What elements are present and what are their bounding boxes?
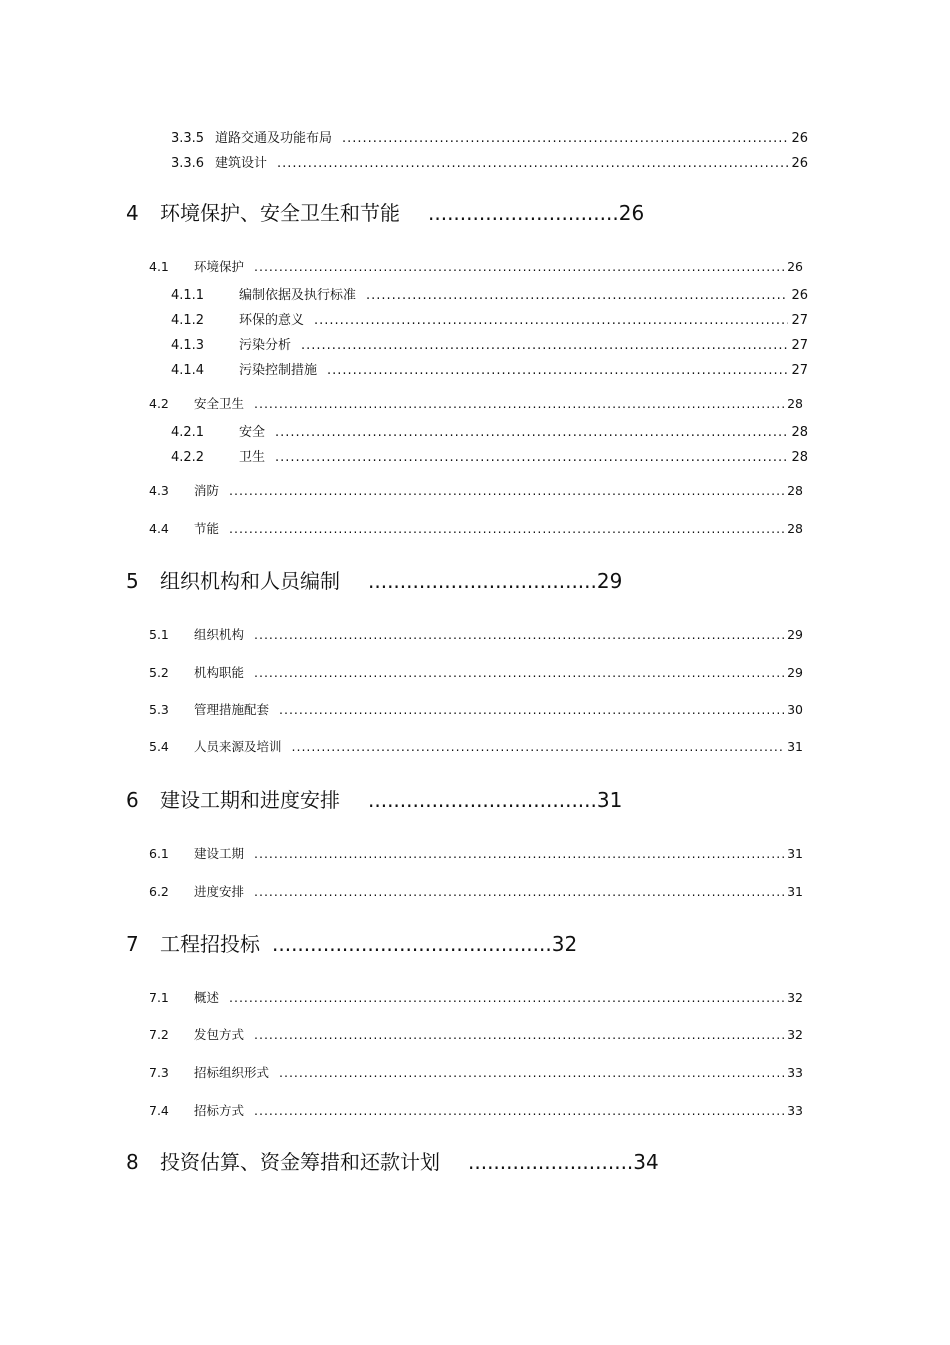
toc-page: 29 [787, 665, 803, 680]
toc-number: 6.1 [149, 846, 169, 861]
toc-number: 4.1.2 [171, 313, 205, 328]
toc-page: 31 [787, 739, 803, 754]
toc-title: 环境保护 [194, 259, 245, 274]
toc-entry[interactable] [171, 336, 808, 356]
toc-leader [275, 423, 788, 443]
toc-leader [254, 1101, 784, 1121]
toc-title: 编制依据及执行标准 [239, 288, 357, 303]
toc-number: 5.4 [149, 739, 169, 754]
toc-page: 28 [791, 425, 808, 440]
toc-number: 5.2 [149, 665, 169, 680]
toc-entry[interactable] [149, 700, 803, 720]
toc-title: 组织机构 [194, 627, 245, 642]
toc-title: 建设工期 [194, 846, 245, 861]
toc-page: 27 [791, 313, 808, 328]
toc-entry[interactable] [149, 988, 803, 1008]
toc-entry[interactable] [149, 1101, 803, 1121]
toc-leader [366, 286, 788, 306]
toc-title: 概述 [194, 990, 220, 1005]
toc-leader [301, 336, 788, 356]
toc-leader [292, 737, 785, 757]
toc-entry[interactable] [149, 1063, 803, 1083]
toc-page: 29 [596, 569, 623, 593]
toc-page: 31 [787, 846, 803, 861]
toc-number: 4.2 [149, 396, 169, 411]
toc-page: 27 [791, 363, 808, 378]
toc-number: 4.2.2 [171, 450, 205, 465]
toc-number: 7.4 [149, 1103, 169, 1118]
toc-title: 组织机构和人员编制 [160, 569, 340, 593]
toc-leader: .............................. [428, 201, 619, 225]
toc-page: 32 [787, 1027, 803, 1042]
toc-leader [254, 257, 784, 277]
toc-chapter[interactable] [126, 786, 622, 814]
toc-title: 道路交通及功能布局 [215, 131, 333, 146]
toc-title: 建筑设计 [215, 156, 268, 171]
toc-leader [275, 448, 788, 468]
toc-page: 34 [633, 1150, 659, 1174]
toc-title: 节能 [194, 521, 220, 536]
toc-page: 31 [787, 884, 803, 899]
toc-page: 32 [787, 990, 803, 1005]
toc-page: 26 [791, 288, 808, 303]
toc-page: 26 [618, 201, 645, 225]
toc-chapter[interactable] [126, 930, 577, 958]
toc-leader: .......................... [468, 1150, 634, 1174]
toc-number: 3.3.5 [171, 131, 205, 146]
toc-entry[interactable] [149, 1025, 803, 1045]
toc-number: 6 [126, 788, 139, 812]
toc-number: 8 [126, 1150, 139, 1174]
toc-entry[interactable] [149, 519, 803, 539]
toc-number: 7.1 [149, 990, 169, 1005]
toc-page: 26 [787, 259, 803, 274]
toc-number: 7.2 [149, 1027, 169, 1042]
toc-title: 招标方式 [194, 1103, 245, 1118]
toc-leader [229, 988, 784, 1008]
toc-number: 5.3 [149, 702, 169, 717]
toc-page: 30 [787, 702, 803, 717]
toc-title: 发包方式 [194, 1027, 245, 1042]
toc-page: 26 [791, 156, 808, 171]
toc-number: 5.1 [149, 627, 169, 642]
toc-leader [229, 481, 784, 501]
toc-title: 环保的意义 [239, 313, 305, 328]
toc-number: 6.2 [149, 884, 169, 899]
toc-leader [279, 1063, 784, 1083]
toc-title: 工程招投标 [160, 932, 260, 956]
toc-number: 4.1 [149, 259, 169, 274]
toc-chapter[interactable] [126, 1148, 659, 1176]
toc-entry[interactable] [149, 844, 803, 864]
toc-leader [254, 625, 784, 645]
toc-number: 4.1.1 [171, 288, 205, 303]
toc-page: 28 [791, 450, 808, 465]
toc-entry[interactable] [149, 625, 803, 645]
toc-page: 26 [791, 131, 808, 146]
toc-title: 招标组织形式 [194, 1065, 270, 1080]
toc-leader: .................................... [368, 788, 597, 812]
toc-entry[interactable] [149, 394, 803, 414]
toc-leader [327, 361, 788, 381]
toc-entry[interactable] [171, 129, 808, 149]
toc-title: 人员来源及培训 [194, 739, 282, 754]
toc-leader [229, 519, 784, 539]
toc-title: 消防 [194, 483, 220, 498]
toc-title: 环境保护、安全卫生和节能 [160, 201, 400, 225]
toc-title: 污染控制措施 [239, 363, 318, 378]
toc-leader [254, 663, 784, 683]
toc-entry[interactable] [171, 286, 808, 306]
toc-entry[interactable] [149, 663, 803, 683]
toc-title: 管理措施配套 [194, 702, 270, 717]
toc-page: 33 [787, 1065, 803, 1080]
toc-title: 进度安排 [194, 884, 245, 899]
toc-title: 污染分析 [239, 338, 292, 353]
toc-title: 安全卫生 [194, 396, 245, 411]
toc-page: 28 [787, 396, 803, 411]
toc-title: 机构职能 [194, 665, 245, 680]
toc-entry[interactable] [149, 882, 803, 902]
toc-number: 4.4 [149, 521, 169, 536]
toc-page: 28 [787, 521, 803, 536]
toc-chapter[interactable] [126, 567, 622, 595]
toc-leader [254, 394, 784, 414]
toc-entry[interactable] [149, 737, 803, 757]
toc-entry[interactable] [171, 154, 808, 174]
toc-page: 28 [787, 483, 803, 498]
toc-number: 4.3 [149, 483, 169, 498]
toc-entry[interactable] [149, 481, 803, 501]
toc-number: 4.1.4 [171, 363, 205, 378]
toc-number: 5 [126, 569, 139, 593]
toc-number: 7.3 [149, 1065, 169, 1080]
toc-page: 32 [551, 932, 578, 956]
toc-leader [254, 882, 784, 902]
toc-page: 27 [791, 338, 808, 353]
toc-number: 3.3.6 [171, 156, 205, 171]
toc-leader [277, 154, 788, 174]
toc-number: 4 [126, 201, 139, 225]
toc-page: 33 [787, 1103, 803, 1118]
toc-title: 卫生 [239, 450, 266, 465]
toc-entry[interactable] [171, 423, 808, 443]
toc-page: 29 [787, 627, 803, 642]
toc-page: 31 [596, 788, 623, 812]
toc-entry[interactable] [171, 448, 808, 468]
toc-leader [342, 129, 788, 149]
toc-title: 安全 [239, 425, 266, 440]
toc-leader [254, 844, 784, 864]
toc-title: 建设工期和进度安排 [160, 788, 340, 812]
toc-leader: .................................... [368, 569, 597, 593]
toc-entry[interactable] [171, 361, 808, 381]
toc-chapter[interactable] [126, 199, 644, 227]
toc-number: 4.2.1 [171, 425, 205, 440]
toc-number: 7 [126, 932, 139, 956]
toc-entry[interactable] [149, 257, 803, 277]
toc-leader [254, 1025, 784, 1045]
toc-leader [279, 700, 784, 720]
toc-entry[interactable] [171, 311, 808, 331]
toc-leader: ............................................ [272, 932, 552, 956]
toc-number: 4.1.3 [171, 338, 205, 353]
toc-leader [314, 311, 788, 331]
toc-title: 投资估算、资金筹措和还款计划 [160, 1150, 440, 1174]
